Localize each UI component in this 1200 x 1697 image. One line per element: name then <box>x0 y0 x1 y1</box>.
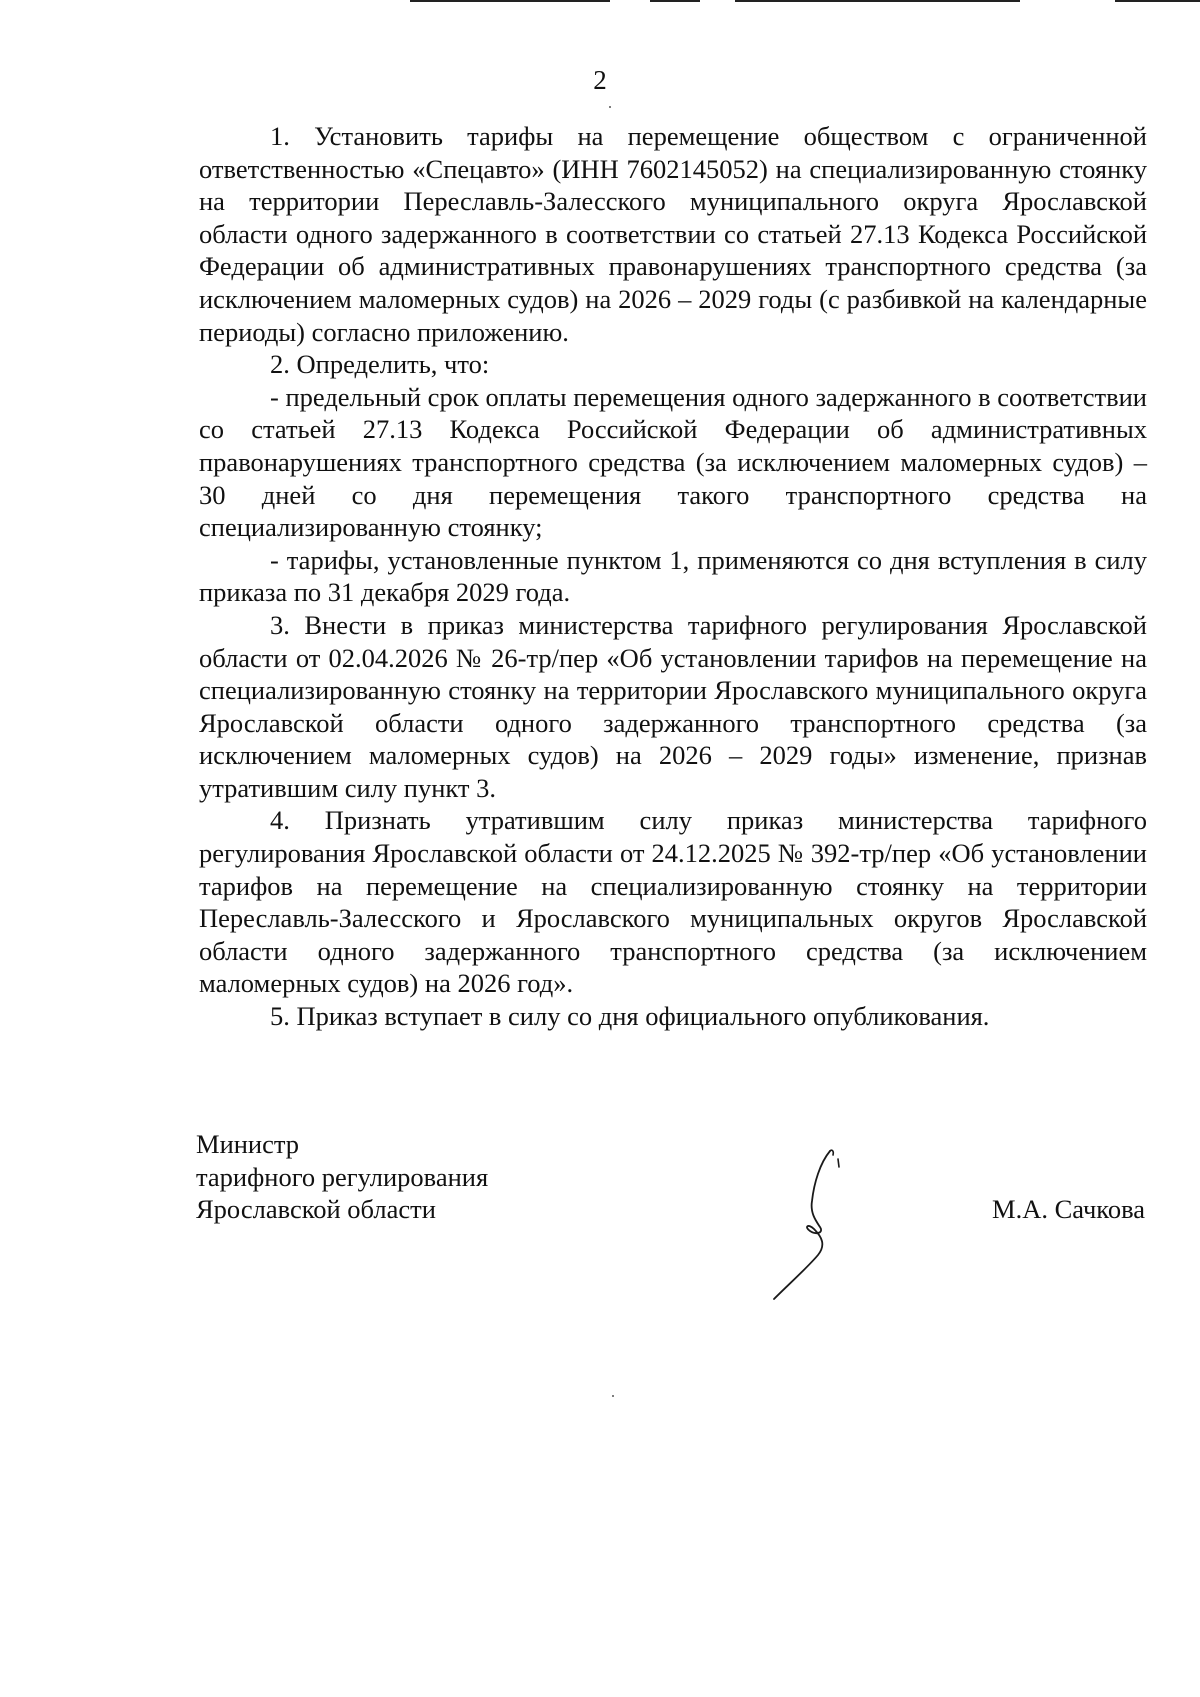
paragraph-item-4: 4. Признать утратившим силу приказ министерства тарифного регулирования Ярославской области от 24.12.2025 № 392-тр/пер «Об установлении тарифов на перемещение на специализированную стоянку на территории Переславль-Залесского и Ярославского муниципальных округов Ярославской области одного задержанного транспортного средства (за исключением маломерных судов) на 2026 год». <box>199 805 1147 999</box>
top-edge-rule <box>735 0 1020 2</box>
page-number: 2 <box>593 65 607 95</box>
handwritten-signature <box>770 1143 880 1303</box>
top-edge-rule <box>410 0 610 2</box>
top-edge-rule <box>1115 0 1200 2</box>
order-body <box>199 120 1147 1033</box>
signer-name: М.А. Сачкова <box>992 1194 1145 1224</box>
signer-title <box>196 1128 488 1226</box>
paragraph-item-3: 3. Внести в приказ министерства тарифного регулирования Ярославской области от 02.04.2026 № 26-тр/пер «Об установлении тарифов на перемещение на специализированную стоянку на территории Ярославского муниципального округа Ярославской области одного задержанного транспортного средства (за исключением маломерных судов) на 2026 – 2029 годы» изменение, признав утратившим силу пункт 3. <box>199 609 1147 803</box>
paragraph-item-5: 5. Приказ вступает в силу со дня официального опубликования. <box>270 1001 990 1032</box>
paragraph-item-1: 1. Установить тарифы на перемещение обществом с ограниченной ответственностью «Спецавто» (ИНН 7602145052) на специализированную стоянку на территории Переславль-Залесского муниципального округа Ярославской области одного задержанного в соответствии со статьей 27.13 Кодекса Российской Федерации об административных правонарушениях транспортного средства (за исключением маломерных судов) на 2026 – 2029 годы (с разбивкой на календарные периоды) согласно приложению. <box>199 121 1147 347</box>
scan-speck <box>609 106 611 108</box>
top-edge-rule <box>650 0 700 2</box>
paragraph-item-2: 2. Определить, что: <box>270 349 490 380</box>
signer-title-line: Министр <box>196 1129 300 1159</box>
signer-title-line: тарифного регулирования <box>196 1161 489 1192</box>
paragraph-subitem-tariff-period: - тарифы, установленные пунктом 1, применяются со дня вступления в силу приказа по 31 декабря 2029 года. <box>199 544 1147 608</box>
paragraph-subitem-payment-deadline: - предельный срок оплаты перемещения одного задержанного в соответствии со статьей 27.13 Кодекса Российской Федерации об административных правонарушениях транспортного средства (за исключением маломерных судов) – 30 дней со дня перемещения такого транспортного средства на специализированную стоянку; <box>199 381 1147 543</box>
signer-title-line: Ярославской области <box>196 1194 436 1225</box>
scan-speck <box>612 1395 614 1397</box>
